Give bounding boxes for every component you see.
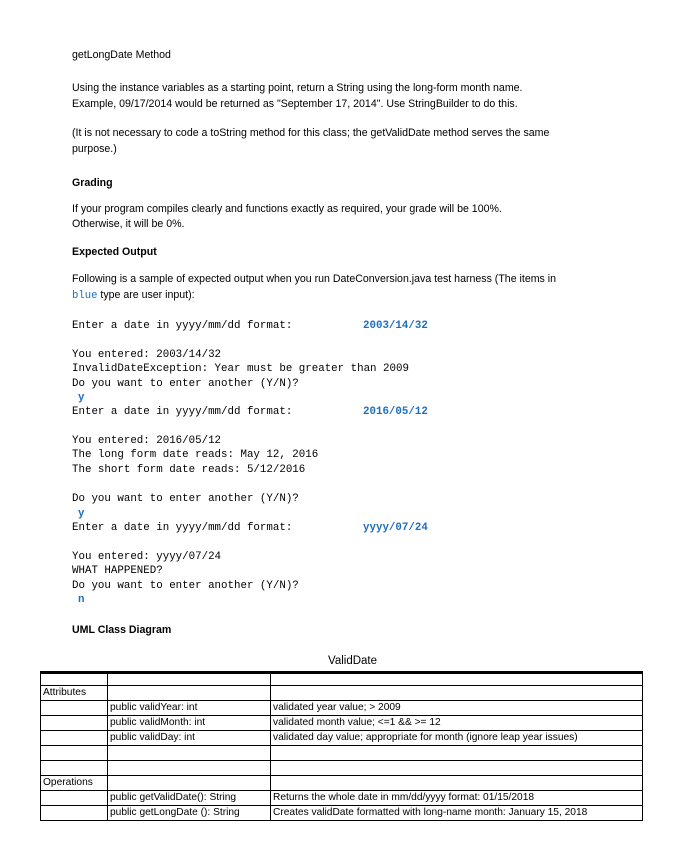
expected-output-heading: Expected Output xyxy=(72,246,157,258)
uml-class-name: ValidDate xyxy=(328,655,378,667)
paragraph-line: purpose.) xyxy=(72,143,117,155)
table-row xyxy=(41,791,643,806)
paragraph-line: Example, 09/17/2014 would be returned as "September 17, 2014". Use StringBuilder to do this. xyxy=(72,98,518,110)
uml-heading: UML Class Diagram xyxy=(72,624,172,636)
paragraph-line: Using the instance variables as a starting point, return a String using the long-form month name. xyxy=(72,82,523,94)
user-input: 2016/05/12 xyxy=(363,406,428,418)
grading-line: If your program compiles clearly and functions exactly as required, your grade will be 100%. xyxy=(72,203,502,215)
operation-description: Returns the whole date in mm/dd/yyyy format: 01/15/2018 xyxy=(271,791,643,806)
table-row xyxy=(41,701,643,716)
table-row xyxy=(41,716,643,731)
attribute-signature: public validMonth: int xyxy=(108,716,271,731)
user-input: 2003/14/32 xyxy=(363,320,428,332)
user-input: y xyxy=(78,392,85,404)
user-input: y xyxy=(78,508,85,520)
expected-intro-line2: blue type are user input): xyxy=(72,289,195,302)
table-row xyxy=(41,806,643,821)
paragraph-line: (It is not necessary to code a toString method for this class; the getValidDate method serves the same xyxy=(72,127,550,139)
grading-heading: Grading xyxy=(72,177,113,189)
table-row xyxy=(41,731,643,746)
console-line: InvalidDateException: Year must be greater than 2009 xyxy=(72,363,409,375)
attribute-description: validated day value; appropriate for month (ignore leap year issues) xyxy=(271,731,643,746)
console-prompt: Enter a date in yyyy/mm/dd format: xyxy=(72,522,293,534)
console-line: Do you want to enter another (Y/N)? xyxy=(72,493,299,505)
attribute-description: validated year value; > 2009 xyxy=(271,701,643,716)
attribute-signature: public validYear: int xyxy=(108,701,271,716)
method-heading: getLongDate Method xyxy=(72,49,171,61)
grading-line: Otherwise, it will be 0%. xyxy=(72,218,185,230)
console-line: You entered: 2016/05/12 xyxy=(72,435,222,447)
console-prompt: Enter a date in yyyy/mm/dd format: xyxy=(72,320,293,332)
console-line: You entered: 2003/14/32 xyxy=(72,349,222,361)
user-input: n xyxy=(78,594,85,606)
attribute-description: validated month value; <=1 && >= 12 xyxy=(271,716,643,731)
operations-label: Operations xyxy=(41,776,108,791)
console-line: The long form date reads: May 12, 2016 xyxy=(72,449,319,461)
console-line: WHAT HAPPENED? xyxy=(72,565,163,577)
user-input: yyyy/07/24 xyxy=(363,522,428,534)
operation-signature: public getLongDate (): String xyxy=(108,806,271,821)
operation-signature: public getValidDate(): String xyxy=(108,791,271,806)
operation-description: Creates validDate formatted with long-name month: January 15, 2018 xyxy=(271,806,643,821)
console-prompt: Enter a date in yyyy/mm/dd format: xyxy=(72,406,293,418)
console-line: Do you want to enter another (Y/N)? xyxy=(72,580,299,592)
attribute-signature: public validDay: int xyxy=(108,731,271,746)
blue-word: blue xyxy=(72,290,98,302)
console-line: Do you want to enter another (Y/N)? xyxy=(72,378,299,390)
expected-intro-line: Following is a sample of expected output when you run DateConversion.java test harness (The items in xyxy=(72,273,557,285)
console-line: The short form date reads: 5/12/2016 xyxy=(72,464,306,476)
uml-class-table xyxy=(40,671,643,821)
attributes-label: Attributes xyxy=(41,686,108,701)
console-line: You entered: yyyy/07/24 xyxy=(72,551,222,563)
